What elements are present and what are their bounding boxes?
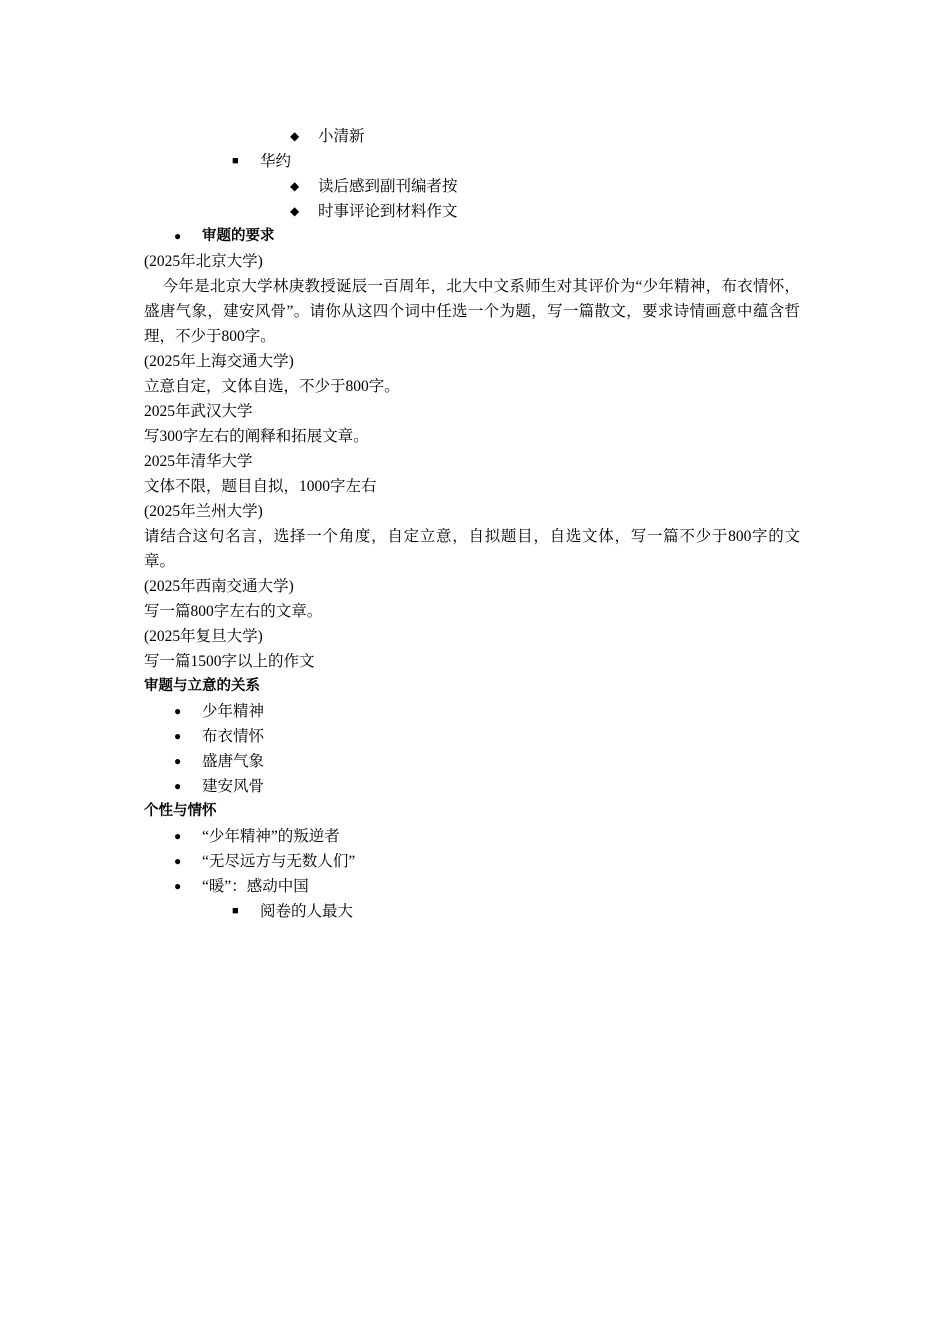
entry-text: 文体不限，题目自拟，1000字左右	[144, 478, 377, 495]
entry-text: 立意自定，文体自选，不少于800字。	[144, 378, 400, 395]
sub-list-item: ■ 阅卷的人最大	[144, 899, 800, 924]
entry-label: (2025年西南交通大学)	[144, 578, 294, 595]
circle-bullet-icon: ●	[174, 729, 182, 743]
list-item: ● 盛唐气象	[144, 749, 800, 774]
outline-item-xiaoqingxin: ◆ 小清新	[144, 124, 800, 149]
section-heading-relation: 审题与立意的关系	[144, 678, 260, 694]
entry-label: (2025年兰州大学)	[144, 503, 263, 520]
list-item: ● 少年精神	[144, 699, 800, 724]
circle-bullet-icon: ●	[174, 754, 182, 768]
outline-item-shishipinglun: ◆ 时事评论到材料作文	[144, 199, 800, 224]
diamond-bullet-icon: ◆	[290, 129, 300, 143]
square-bullet-icon: ■	[232, 905, 239, 917]
diamond-bullet-icon: ◆	[290, 204, 300, 218]
circle-bullet-icon: ●	[174, 829, 182, 843]
entry-text: 今年是北京大学林庚教授诞辰一百周年，北大中文系师生对其评价为“少年精神，布衣情怀，盛唐气象，建安风骨”。请你从这四个词中任选一个为题，写一篇散文，要求诗情画意中蕴含哲理，不少于800字。	[144, 278, 800, 345]
entry-text: 写一篇800字左右的文章。	[144, 603, 323, 620]
entry-text: 写300字左右的阐释和拓展文章。	[144, 428, 369, 445]
circle-bullet-icon: ●	[174, 704, 182, 718]
list-item: ● 布衣情怀	[144, 724, 800, 749]
list-item: ● “无尽远方与无数人们”	[144, 849, 800, 874]
outline-item-duhougan: ◆ 读后感到副刊编者按	[144, 174, 800, 199]
circle-bullet-icon: ●	[174, 879, 182, 893]
document-content	[144, 124, 800, 924]
circle-bullet-icon: ●	[174, 854, 182, 868]
entry-label: 2025年清华大学	[144, 453, 253, 470]
entry-label: 2025年武汉大学	[144, 403, 253, 420]
list-item: ● “暖”：感动中国	[144, 874, 800, 899]
circle-bullet-icon: ●	[174, 229, 182, 243]
entry-label: (2025年上海交通大学)	[144, 353, 294, 370]
outline-item-huayue: ■ 华约	[144, 149, 800, 174]
entry-text: 写一篇1500字以上的作文	[144, 653, 315, 670]
square-bullet-icon: ■	[232, 155, 239, 167]
list-item: ● 建安风骨	[144, 774, 800, 799]
entry-label: (2025年北京大学)	[144, 253, 263, 270]
section-heading-requirements: ● 审题的要求	[144, 224, 800, 249]
entry-text: 请结合这句名言，选择一个角度，自定立意，自拟题目，自选文体，写一篇不少于800字的文章。	[144, 528, 800, 570]
entry-label: (2025年复旦大学)	[144, 628, 263, 645]
list-item: ● “少年精神”的叛逆者	[144, 824, 800, 849]
circle-bullet-icon: ●	[174, 779, 182, 793]
diamond-bullet-icon: ◆	[290, 179, 300, 193]
section-heading-personality: 个性与情怀	[144, 803, 217, 819]
